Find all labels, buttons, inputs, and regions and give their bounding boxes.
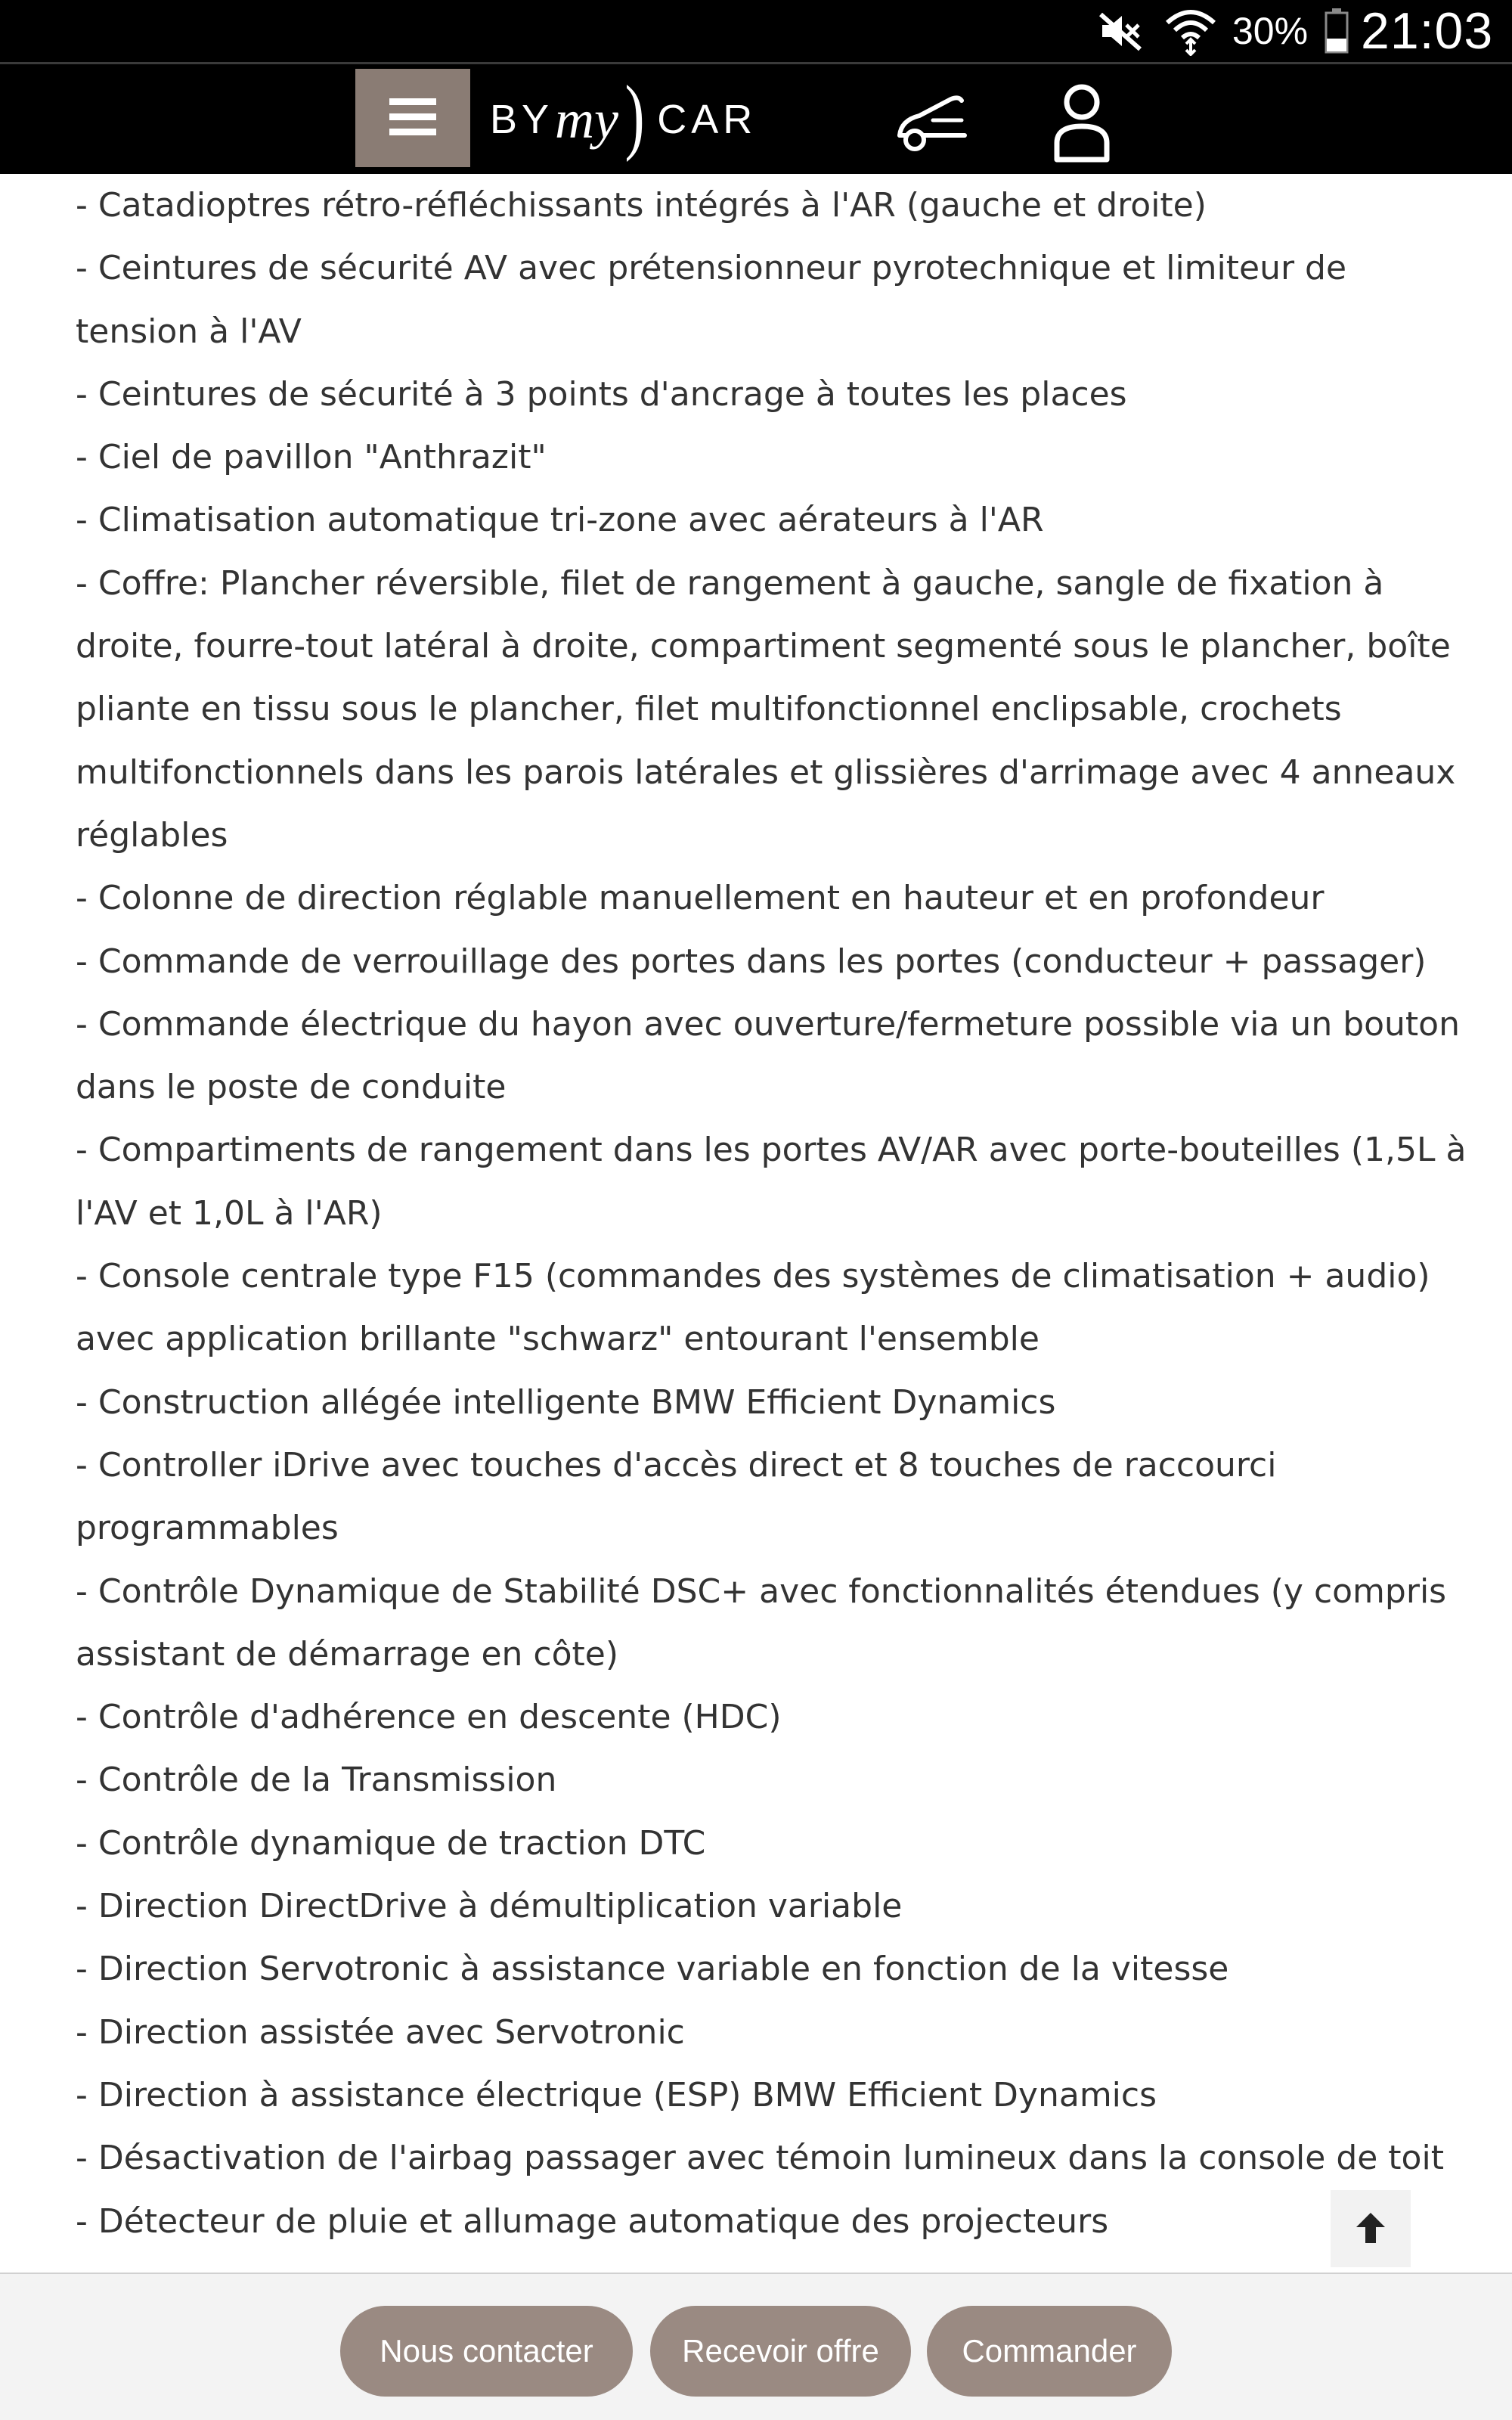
logo-by: BY bbox=[490, 97, 554, 142]
contact-button[interactable]: Nous contacter bbox=[340, 2306, 633, 2397]
list-item: - Commande électrique du hayon avec ouverture/fermeture possible via un bouton dans le poste de conduite bbox=[76, 1004, 1460, 1107]
list-item: - Direction à assistance électrique (ESP) BMW Efficient Dynamics bbox=[76, 2075, 1157, 2114]
clock: 21:03 bbox=[1361, 2, 1494, 60]
status-bar bbox=[0, 0, 1512, 62]
bymycar-logo[interactable] bbox=[490, 70, 757, 169]
list-item: - Contrôle dynamique de traction DTC bbox=[76, 1823, 706, 1863]
menu-icon bbox=[386, 95, 439, 141]
mute-icon bbox=[1096, 0, 1145, 62]
battery-icon bbox=[1323, 0, 1350, 62]
list-item: - Construction allégée intelligente BMW Efficient Dynamics bbox=[76, 1382, 1056, 1422]
logo-my: my bbox=[555, 88, 618, 150]
list-item: - Console centrale type F15 (commandes des systèmes de climatisation + audio) avec application brillante "schwarz" entourant l'ensemble bbox=[76, 1257, 1430, 1359]
arrow-up-icon bbox=[1352, 2208, 1390, 2249]
equipment-list-panel bbox=[76, 174, 1474, 2273]
wifi-icon bbox=[1164, 0, 1217, 62]
list-item: - Détecteur de pluie et allumage automatique des projecteurs bbox=[76, 2201, 1109, 2241]
list-item: - Coffre: Plancher réversible, filet de rangement à gauche, sangle de fixation à droite, fourre-tout latéral à droite, compartiment segmenté sous le plancher, boîte pliante en tissu sous le plancher, filet multifonctionnel enclipsable, crochets multifonctionnels dans les parois latérales et glissières d'arrimage avec 4 anneaux réglables bbox=[76, 563, 1456, 855]
equipment-list bbox=[76, 174, 1474, 2253]
list-item: - Climatisation automatique tri-zone avec aérateurs à l'AR bbox=[76, 501, 1044, 540]
list-item: - Contrôle d'adhérence en descente (HDC) bbox=[76, 1698, 782, 1737]
list-item: - Contrôle de la Transmission bbox=[76, 1761, 557, 1800]
list-item: - Direction Servotronic à assistance variable en fonction de la vitesse bbox=[76, 1950, 1229, 1989]
list-item: - Colonne de direction réglable manuellement en hauteur et en profondeur bbox=[76, 879, 1325, 918]
logo-car: CAR bbox=[657, 97, 758, 142]
list-item: - Direction assistée avec Servotronic bbox=[76, 2012, 685, 2052]
list-item: - Catadioptres rétro-réfléchissants intégrés à l'AR (gauche et droite) bbox=[76, 186, 1207, 225]
user-icon bbox=[1048, 154, 1116, 168]
list-item: - Désactivation de l'airbag passager avec témoin lumineux dans la console de toit bbox=[76, 2139, 1444, 2178]
order-button[interactable]: Commander bbox=[927, 2306, 1172, 2397]
logo-bracket: ) bbox=[624, 69, 648, 163]
list-item: - Commande de verrouillage des portes dans les portes (conducteur + passager) bbox=[76, 942, 1427, 981]
list-item: - Compartiments de rangement dans les portes AV/AR avec porte-bouteilles (1,5L à l'AV et 1,0L à l'AR) bbox=[76, 1131, 1467, 1233]
scroll-top-button[interactable] bbox=[1331, 2190, 1411, 2267]
battery-percent: 30% bbox=[1232, 10, 1309, 52]
list-item: - Ceintures de sécurité AV avec prétensionneur pyrotechnique et limiteur de tension à l'AV bbox=[76, 249, 1347, 351]
list-item: - Contrôle Dynamique de Stabilité DSC+ avec fonctionnalités étendues (y compris assistant de démarrage en côte) bbox=[76, 1571, 1447, 1674]
list-item: - Ciel de pavillon "Anthrazit" bbox=[76, 438, 547, 477]
list-item: - Direction DirectDrive à démultiplication variable bbox=[76, 1887, 903, 1926]
bottom-action-bar bbox=[0, 2273, 1512, 2420]
menu-button[interactable] bbox=[355, 69, 470, 167]
list-item: - Controller iDrive avec touches d'accès direct et 8 touches de raccourci programmables bbox=[76, 1445, 1277, 1548]
app-header bbox=[0, 62, 1512, 174]
car-icon bbox=[889, 153, 972, 167]
list-item: - Ceintures de sécurité à 3 points d'ancrage à toutes les places bbox=[76, 374, 1127, 414]
receive-offer-button[interactable]: Recevoir offre bbox=[650, 2306, 911, 2397]
user-button[interactable] bbox=[1048, 78, 1116, 165]
car-button[interactable] bbox=[889, 81, 972, 164]
